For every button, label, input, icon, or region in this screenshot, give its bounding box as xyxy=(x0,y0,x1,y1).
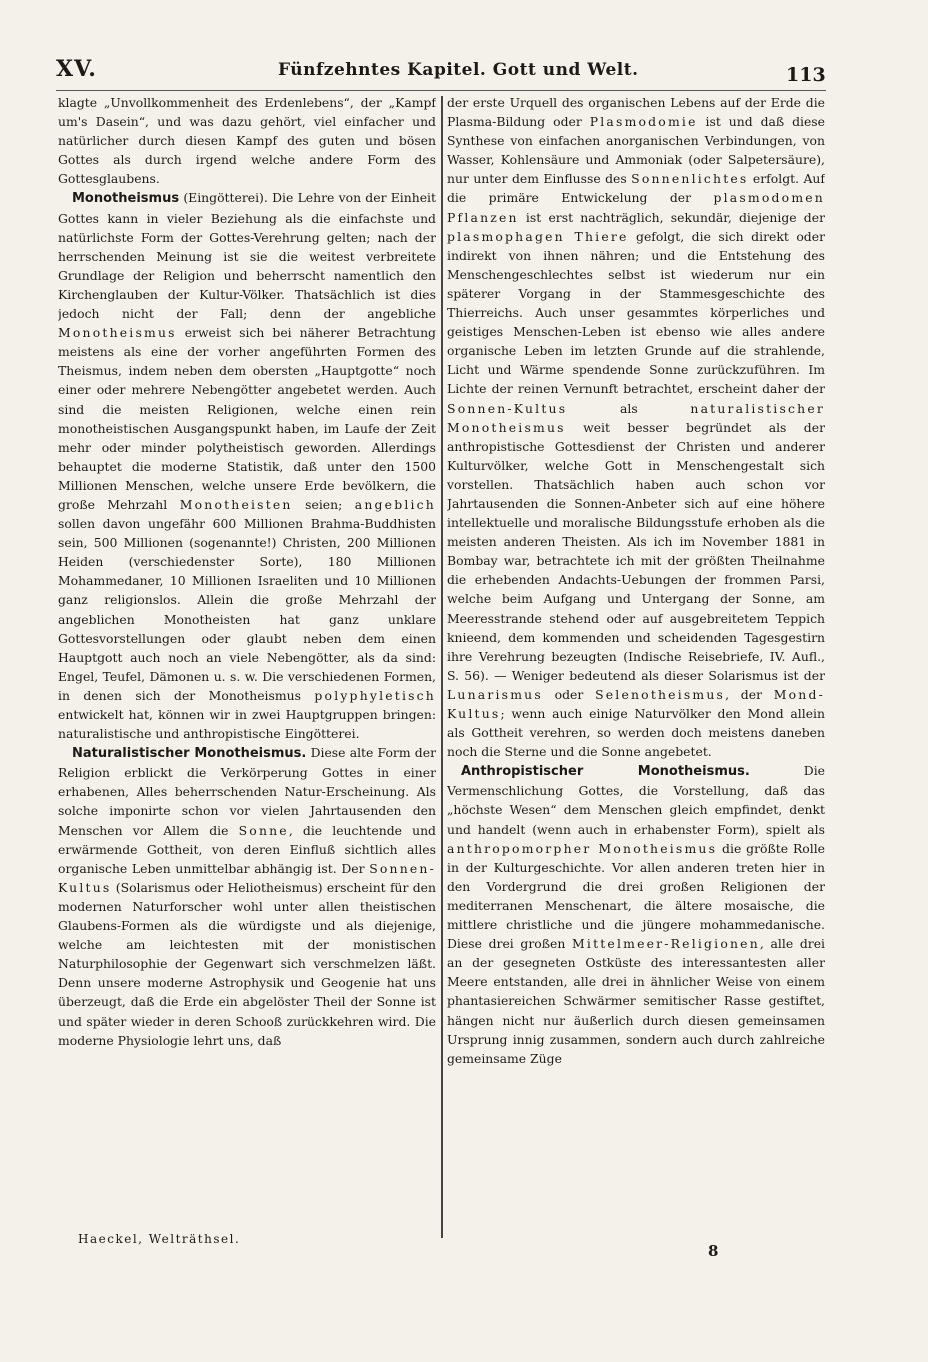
section-heading: Anthropistischer Monotheismus. xyxy=(461,764,750,780)
left-column xyxy=(58,93,436,1243)
paragraph-anthropistischer: Anthropistischer Monotheismus. Die Vermenschlichung Gottes, die Vorstellung, daß das „höchste Wesen“ dem Menschen gleich empfindet, denkt und handelt (wenn auch in erhabenster Form), spielt als anthropomorpher Monotheismus die größte Rolle in der Kulturgeschichte. Vor allen anderen treten hier in den Vordergrund die drei großen Religionen der mediterranen Menschenart, die ältere mosaische, die mittlere christliche und die jüngere mohammedanische. Diese drei großen Mittelmeer-Religionen, alle drei an der gesegneten Ostküste des interessantesten aller Meere entstanden, alle drei in ähnlicher Weise von einem phantasiereichen Schwärmer semitischer Rasse gestiftet, hängen nicht nur äußerlich durch diesen gemeinsamen Ursprung innig zusammen, sondern auch durch zahlreiche gemeinsame Züge xyxy=(447,763,825,1066)
paragraph-monotheismus: Monotheismus (Eingötterei). Die Lehre von der Einheit Gottes kann in vieler Beziehung als die einfachste und natürlichste Form der Gottes-Verehrung gelten; nach der herrschenden Meinung ist sie die weitest verbreitete Grundlage der Religion und beherrscht namentlich den Kirchenglauben der Kultur-Völker. Thatsächlich ist dies jedoch nicht der Fall; denn der angebliche Monotheismus erweist sich bei näherer Betrachtung meistens als eine der vorher angeführten Formen des Theismus, indem neben dem obersten „Hauptgotte“ noch einer oder mehrere Nebengötter angebetet werden. Auch sind die meisten Religionen, welche einen rein monotheistischen Ausgangspunkt haben, im Laufe der Zeit mehr oder minder polytheistisch geworden. Allerdings behauptet die moderne Statistik, daß unter den 1500 Millionen Menschen, welche unsere Erde bevölkern, die große Mehrzahl Monotheisten seien; angeblich sollen davon ungefähr 600 Millionen Brahma-Buddhisten sein, 500 Millionen (sogenannte!) Christen, 200 Millionen Heiden (verschiedenster Sorte), 180 Millionen Mohammedaner, 10 Millionen Israeliten und 10 Millionen ganz religionslos. Allein die große Mehrzahl der angeblichen Monotheisten hat ganz unklare Gottesvorstellungen oder glaubt neben dem einen Hauptgott auch noch an viele Nebengötter, als da sind: Engel, Teufel, Dämonen u. s. w. Die verschiedenen Formen, in denen sich der Monotheismus polyphyletisch entwickelt hat, können wir in zwei Hauptgruppen bringen: naturalistische und anthropistische Eingötterei. xyxy=(58,190,436,742)
header-rule xyxy=(56,90,826,91)
section-heading: Monotheismus xyxy=(72,191,180,207)
right-column xyxy=(447,93,825,1243)
signature-mark: 8 xyxy=(708,1242,719,1260)
paragraph-naturalistischer: Naturalistischer Monotheismus. Diese alte Form der Religion erblickt die Verkörperung Gottes in einer erhabenen, Alles beherrschenden Natur-Erscheinung. Als solche imponirte schon vor vielen Jahrtausenden den Menschen vor Allem die Sonne, die leuchtende und erwärmende Gottheit, von deren Einfluß sichtlich alles organische Leben unmittelbar abhängig ist. Der Sonnen-Kultus (Solarismus oder Heliotheismus) erscheint für den modernen Naturforscher wohl unter allen theistischen Glaubens-Formen als die würdigste und als diejenige, welche am leichtesten mit der monistischen Naturphilosophie der Gegenwart sich verschmelzen läßt. Denn unsere moderne Astrophysik und Geogenie hat uns überzeugt, daß die Erde ein abgelöster Theil der Sonne ist und später wieder in deren Schooß zurückkehren wird. Die moderne Physiologie lehrt uns, daß xyxy=(58,745,436,1048)
running-header xyxy=(56,56,826,92)
footer-author-title: Haeckel, Welträthsel. xyxy=(78,1232,241,1246)
column-separator xyxy=(441,96,443,1238)
paragraph: klagte „Unvollkommenheit des Erdenlebens“, der „Kampf um's Dasein“, und was dazu gehört, viel einfacher und natürlicher durch diesen Kampf des guten und bösen Gottes als durch irgend welche andere Form des Gottesglaubens. xyxy=(58,95,436,187)
section-heading: Naturalistischer Monotheismus. xyxy=(72,746,307,762)
paragraph: der erste Urquell des organischen Lebens auf der Erde die Plasma-Bildung oder Plasmodomie ist und daß diese Synthese von einfachen anorganischen Verbindungen, von Wasser, Kohlensäure und Ammoniak (oder Salpetersäure), nur unter dem Einflusse des Sonnenlichtes erfolgt. Auf die primäre Entwickelung der plasmodomen Pflanzen ist erst nachträglich, sekundär, diejenige der plasmophagen Thiere gefolgt, die sich direkt oder indirekt von ihnen nähren; und die Entstehung des Menschengeschlechtes selbst ist wiederum nur ein späterer Vorgang in der Stammesgeschichte des Thierreichs. Auch unser gesammtes körperliches und geistiges Menschen-Leben ist ebenso wie alles andere organische Leben im letzten Grunde auf die strahlende, Licht und Wärme spendende Sonne zurückzuführen. Im Lichte der reinen Vernunft betrachtet, erscheint daher der Sonnen-Kultus als naturalistischer Monotheismus weit besser begründet als der anthropistische Gottesdienst der Christen und anderer Kulturvölker, welche Gott in Menschengestalt sich vorstellen. Thatsächlich haben auch schon vor Jahrtausenden die Sonnen-Anbeter sich auf eine höhere intellektuelle und moralische Bildungsstufe erhoben als die meisten anderen Theisten. Als ich im November 1881 in Bombay war, betrachtete ich mit der größten Theilnahme die erhebenden Andachts-Uebungen der frommen Parsi, welche beim Aufgang und Untergang der Sonne, am Meeresstrande stehend oder auf ausgebreitetem Teppich knieend, dem kommenden und scheidenden Tagesgestirn ihre Verehrung bezeugten (Indische Reisebriefe, IV. Aufl., S. 56). — Weniger bedeutend als dieser Solarismus ist der Lunarismus oder Selenotheismus, der Mond-Kultus; wenn auch einige Naturvölker den Mond allein als Gottheit verehren, so werden doch meistens daneben noch die Sterne und die Sonne angebetet. xyxy=(447,95,825,760)
chapter-roman-numeral: XV. xyxy=(56,56,97,82)
running-title: Fünfzehntes Kapitel. Gott und Welt. xyxy=(278,60,639,80)
page-number: 113 xyxy=(786,64,826,86)
